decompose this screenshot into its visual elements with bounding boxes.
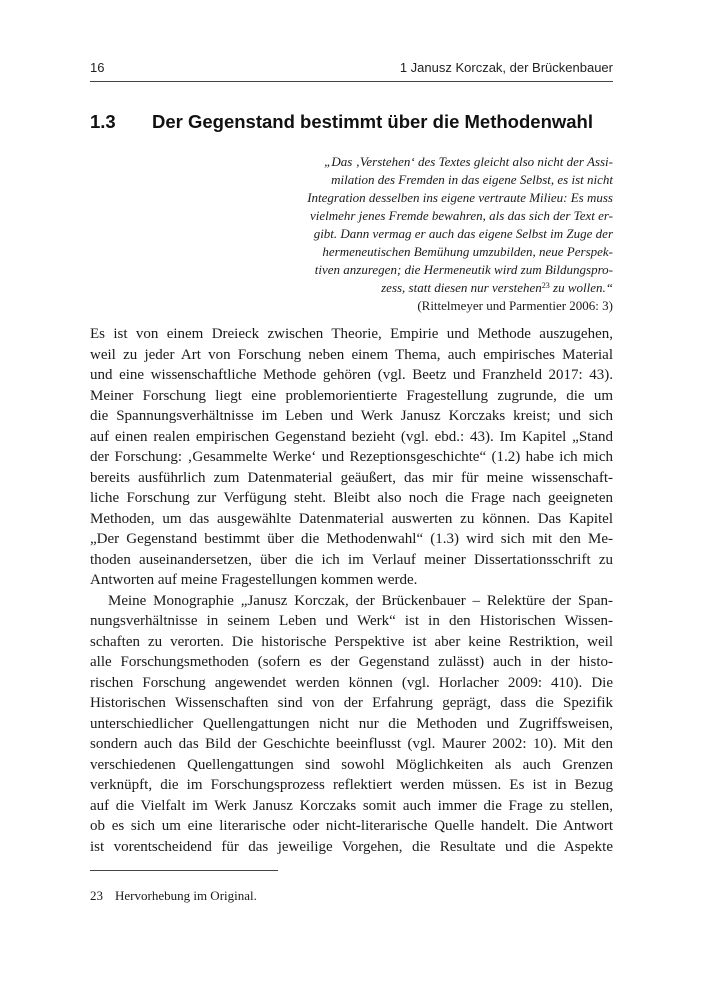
text-line: verknüpft, die im Forschungsprozess reflektiert werden müssen. Es ist in Bezug xyxy=(90,777,613,793)
text-line: die Spannungsverhältnisse im Leben und Werk Janusz Korczaks kreist; und sich xyxy=(90,408,613,424)
text-line: schaften zu verorten. Die historische Perspektive ist aber keine Restriktion, weil xyxy=(90,633,613,650)
text-line: Meine Monographie „Janusz Korczak, der Brückenbauer – Relektüre der Span- xyxy=(108,592,613,609)
text-line: bereits ausführlich zum Datenmaterial geäußert, das mir für meine wissenschaft- xyxy=(90,469,613,486)
text-line: Methoden, um das ausgewählte Datenmaterial auswerten zu können. Das Kapitel xyxy=(90,510,613,527)
section-number: 1.3 xyxy=(90,111,116,132)
section-heading xyxy=(90,111,593,133)
text-line: der Forschung: ‚Gesammelte Werke‘ und Rezeptionsgeschichte“ (1.2) habe ich mich xyxy=(90,449,613,465)
footnote-reference[interactable]: 23 xyxy=(541,281,550,290)
text-line: nungsverhältnisse in seinem Leben und Werk“ ist in den Historischen Wissen- xyxy=(90,613,613,629)
text-line: liche Forschung zur Verfügung steht. Bleibt also noch die Frage nach geeigneten xyxy=(90,490,613,506)
footnote xyxy=(90,888,257,904)
epigraph-line: tiven anzuregen; die Hermeneutik wird zum Bildungspro- xyxy=(314,262,613,277)
body-text xyxy=(90,324,613,857)
epigraph-last-line xyxy=(250,279,613,297)
text-line: ob es sich um eine literarische oder nicht-literarische Quelle handelt. Die Antwort xyxy=(90,818,613,834)
text-line: thoden auseinandersetzen, über die ich im Verlauf meiner Dissertationsschrift zu xyxy=(90,551,613,568)
running-head-title: 1 Janusz Korczak, der Brückenbauer xyxy=(399,60,613,75)
epigraph-line: hermeneutischen Bemühung umzubilden, neue Perspek- xyxy=(322,244,613,259)
text-line: rischen Forschung angewendet werden können (vgl. Horlacher 2009: 410). Die xyxy=(90,674,613,691)
section-title: Der Gegenstand bestimmt über die Methodenwahl xyxy=(152,111,593,132)
text-line: und eine wissenschaftliche Methode gehören (vgl. Beetz und Franzheld 2017: 43). xyxy=(90,367,613,383)
text-line: „Der Gegenstand bestimmt über die Methodenwahl“ (1.3) wird sich mit den Me- xyxy=(90,531,613,547)
text-line: auf einen realen empirischen Gegenstand bezieht (vgl. ebd.: 43). Im Kapitel „Stand xyxy=(90,428,613,445)
footnote-number: 23 xyxy=(90,888,103,903)
epigraph-last-line-text: zess, statt diesen nur verstehen xyxy=(381,280,542,295)
header-divider xyxy=(90,81,613,82)
text-line: Es ist von einem Dreieck zwischen Theorie, Empirie und Methode auszugehen, xyxy=(90,326,613,342)
epigraph-line: Integration desselben ins eigene vertraute Milieu: Es muss xyxy=(307,190,613,205)
epigraph-line: „Das ‚Verstehen‘ des Textes gleicht also nicht der Assi- xyxy=(324,154,613,169)
text-line: sondern auch das Bild der Geschichte beeinflusst (vgl. Maurer 2002: 10). Mit den xyxy=(90,736,613,752)
epigraph-quote xyxy=(250,153,613,315)
text-line: weil zu jeder Art von Forschung neben einem Thema, auch empirisches Material xyxy=(90,346,613,363)
text-line: verschiedenen Quellengattungen sind sowohl Möglichkeiten als auch Grenzen xyxy=(90,756,613,773)
paragraph-1 xyxy=(90,324,613,591)
text-line: ist vorentscheidend für das jeweilige Vorgehen, die Resultate und die Aspekte xyxy=(90,838,613,855)
epigraph-line: vielmehr jenes Fremde bewahren, als das sich der Text er- xyxy=(309,208,613,223)
text-line: Meiner Forschung liegt eine problemorientierte Fragestellung zugrunde, die um xyxy=(90,387,613,404)
text-line: unterschiedlicher Quellengattungen nicht nur die Methoden und Zugriffsweisen, xyxy=(90,715,613,732)
paragraph-2 xyxy=(90,591,613,858)
running-header xyxy=(90,60,613,82)
epigraph-citation: (Rittelmeyer und Parmentier 2006: 3) xyxy=(417,298,613,313)
epigraph-line: gibt. Dann vermag er auch das eigene Selbst im Zuge der xyxy=(313,226,613,241)
text-line: Antworten auf meine Fragestellungen kommen werde. xyxy=(90,572,418,588)
text-line: Historischen Wissenschaften sind von der Erfahrung geprägt, dass die Spezifik xyxy=(90,695,613,711)
footnote-divider xyxy=(90,870,278,871)
page-number: 16 xyxy=(90,60,105,75)
epigraph-line: milation des Fremden in das eigene Selbst, es ist nicht xyxy=(331,172,613,187)
text-line: alle Forschungsmethoden (sofern es der Gegenstand zulässt) auch in der histo- xyxy=(90,654,613,670)
text-line: auf die Vielfalt im Werk Janusz Korczaks somit auch immer die Frage zu stellen, xyxy=(90,797,613,814)
footnote-text: Hervorhebung im Original. xyxy=(115,888,257,903)
epigraph-last-line-end: zu wollen.“ xyxy=(549,280,613,295)
